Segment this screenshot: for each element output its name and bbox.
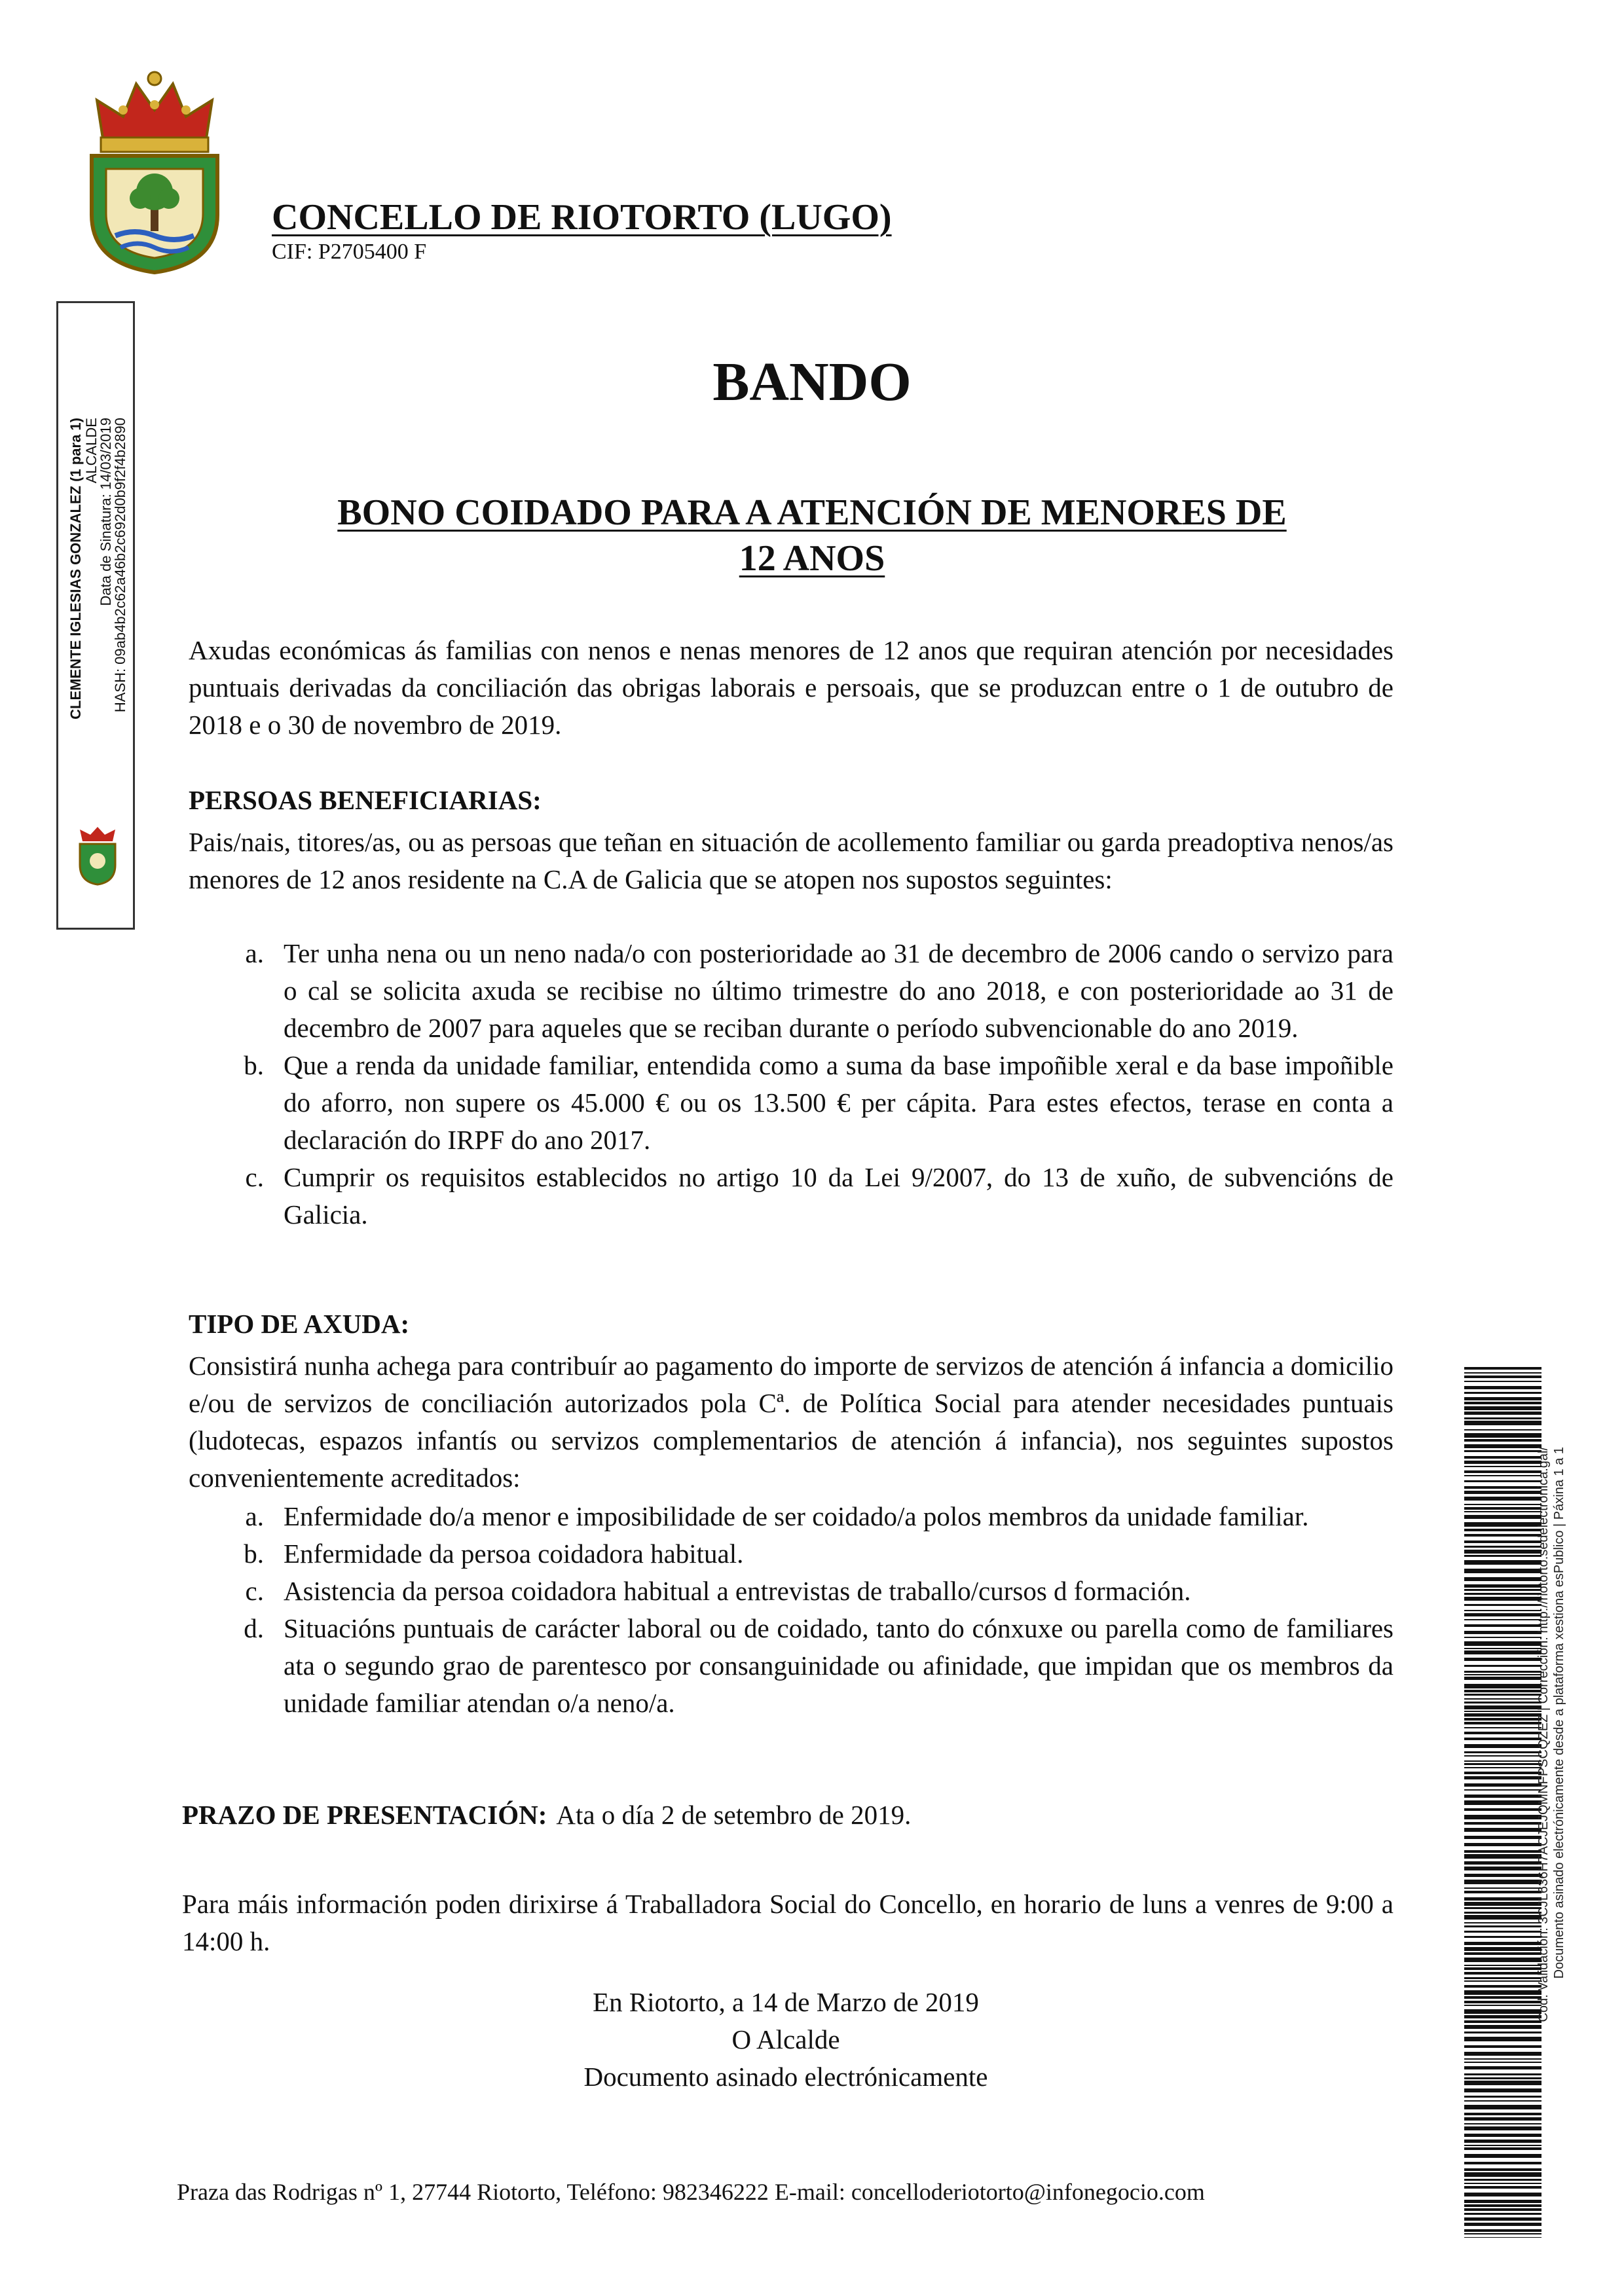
barcode-bar xyxy=(1464,1977,1541,1979)
barcode-bar xyxy=(1464,1795,1541,1798)
deadline-label: PRAZO DE PRESENTACIÓN: xyxy=(182,1800,547,1830)
barcode-bar xyxy=(1464,1550,1541,1554)
barcode-bar xyxy=(1464,2193,1541,2196)
barcode-bar xyxy=(1464,2172,1541,2177)
deadline-value: Ata o día 2 de setembro de 2019. xyxy=(556,1800,912,1830)
subtitle-line-1: BONO COIDADO PARA A ATENCIÓN DE MENORES DE xyxy=(337,492,1287,533)
barcode-bar xyxy=(1464,2154,1541,2158)
barcode-bar xyxy=(1464,1972,1541,1975)
barcode-bar xyxy=(1464,1836,1541,1839)
list-item-text: Cumprir os requisitos establecidos no artigo 10 da Lei 9/2007, do 13 de xuño, de subvencións de Galicia. xyxy=(284,1162,1393,1230)
aid-type-heading: TIPO DE AXUDA: xyxy=(189,1309,410,1339)
barcode-bar xyxy=(1464,2005,1541,2006)
barcode-bar xyxy=(1464,1376,1541,1378)
barcode-bar xyxy=(1464,1907,1541,1909)
barcode-bar xyxy=(1464,1828,1541,1832)
list-item-text: Enfermidade da persoa coidadora habitual. xyxy=(284,1539,744,1569)
list-marker: d. xyxy=(244,1613,264,1643)
more-info-paragraph: Para máis información poden dirixirse á Traballadora Social do Concello, en horario de luns a venres de 9:00 a 14:00 h. xyxy=(182,1889,1393,1956)
barcode-bar xyxy=(1464,1593,1541,1595)
barcode-bar xyxy=(1464,1534,1541,1537)
barcode-bar xyxy=(1464,1677,1541,1680)
barcode-bar xyxy=(1464,1381,1541,1382)
sign-off-note: Documento asinado electrónicamente xyxy=(583,2062,988,2092)
barcode-bar xyxy=(1464,1674,1541,1675)
barcode-bar xyxy=(1464,2105,1541,2109)
barcode-bar xyxy=(1464,1671,1541,1673)
barcode-bar xyxy=(1464,1718,1541,1721)
organization-name: CONCELLO DE RIOTORTO (LUGO) xyxy=(272,197,892,238)
barcode-bar xyxy=(1464,1732,1541,1734)
barcode-bar xyxy=(1464,1560,1541,1565)
barcode-bar xyxy=(1464,2200,1541,2203)
barcode-bar xyxy=(1464,1772,1541,1774)
barcode-bar xyxy=(1464,2077,1541,2079)
barcode-bar xyxy=(1464,2096,1541,2098)
barcode-bar xyxy=(1464,1491,1541,1494)
barcode-bar xyxy=(1464,1444,1541,1448)
barcode-bar xyxy=(1464,2208,1541,2211)
barcode-bar xyxy=(1464,1867,1541,1870)
organization-cif: CIF: P2705400 F xyxy=(272,240,427,264)
barcode-bar xyxy=(1464,1648,1541,1649)
barcode-bar xyxy=(1464,2147,1541,2150)
sign-off-place-date: En Riotorto, a 14 de Marzo de 2019 xyxy=(593,1987,979,2017)
sign-off-role: O Alcalde xyxy=(731,2024,840,2054)
barcode-bar xyxy=(1464,1631,1541,1634)
barcode-bar xyxy=(1464,1755,1541,1757)
barcode-bar xyxy=(1464,1744,1541,1748)
barcode-bar xyxy=(1464,1624,1541,1627)
aid-type-list xyxy=(189,1498,1393,1722)
barcode-bar xyxy=(1464,2058,1541,2060)
barcode-bar xyxy=(1464,1783,1541,1787)
list-item-text: Situacións puntuais de carácter laboral ou de coidado, tanto do cónxuxe ou parella como de familiares ata o segundo grao de parentesco por consanguinidade ou afinidade, que impidan que os membros da unidade familiar atendan o/a neno/a. xyxy=(284,1613,1393,1718)
document-subtitle xyxy=(196,490,1428,581)
barcode-bar xyxy=(1464,1854,1541,1859)
list-marker: a. xyxy=(245,938,264,968)
barcode-bar xyxy=(1464,2037,1541,2041)
barcode-bar xyxy=(1464,1470,1541,1473)
barcode-bar xyxy=(1464,1694,1541,1696)
barcode-bar xyxy=(1464,2088,1541,2092)
barcode-bar xyxy=(1464,1392,1541,1394)
barcode-bar xyxy=(1464,2062,1541,2063)
barcode-bar xyxy=(1464,1958,1541,1962)
barcode-bar xyxy=(1464,1822,1541,1825)
barcode-bar xyxy=(1464,1569,1541,1573)
barcode-bar xyxy=(1464,1808,1541,1811)
barcode-bar xyxy=(1464,2213,1541,2215)
barcode-bar xyxy=(1464,1433,1541,1438)
barcode-bar xyxy=(1464,1641,1541,1646)
barcode-bar xyxy=(1464,2113,1541,2115)
validation-platform: Documento asinado electrónicamente desde a plataforma xestiona esPublico | Páxina 1 a 1 xyxy=(1552,1447,1566,1979)
barcode-bar xyxy=(1464,2183,1541,2184)
barcode-bar xyxy=(1464,1610,1541,1611)
beneficiaries-paragraph: Pais/nais, titores/as, ou as persoas que teñan en situación de acollemento familiar ou garda preadoptiva nenos/as menores de 12 anos residente na C.A de Galicia que se atopen nos supostos seguintes: xyxy=(189,827,1393,894)
list-item xyxy=(189,1573,1393,1610)
barcode-bar xyxy=(1464,1763,1541,1765)
barcode-bar xyxy=(1464,1952,1541,1955)
barcode-bar xyxy=(1464,1367,1541,1370)
barcode-bar xyxy=(1464,1942,1541,1945)
barcode-bar xyxy=(1464,1925,1541,1927)
barcode-bar xyxy=(1464,1456,1541,1459)
barcode-bar xyxy=(1464,1915,1541,1920)
barcode-bar xyxy=(1464,1417,1541,1419)
barcode-bar xyxy=(1464,1738,1541,1740)
barcode-bar xyxy=(1464,1800,1541,1805)
barcode-bar xyxy=(1464,2162,1541,2164)
barcode-bar xyxy=(1464,1421,1541,1425)
barcode-bar xyxy=(1464,1504,1541,1505)
barcode-bar xyxy=(1464,1713,1541,1717)
stamp-signer: CLEMENTE IGLESIAS GONZALEZ (1 para 1) xyxy=(67,418,84,720)
barcode-bar xyxy=(1464,2117,1541,2121)
barcode-bar xyxy=(1464,1931,1541,1933)
list-item-text: Que a renda da unidade familiar, entendida como a suma da base impoñible xeral e da base impoñible do aforro, non supere os 45.000 € ou os 13.500 € per cápita. Para estes efectos, terase en conta a declaración do IRPF do ano 2017. xyxy=(284,1050,1393,1155)
barcode-bar xyxy=(1464,2204,1541,2207)
barcode-bar xyxy=(1464,1584,1541,1588)
barcode-bar xyxy=(1464,2140,1541,2143)
barcode-bar xyxy=(1464,1897,1541,1901)
barcode-bar xyxy=(1464,1727,1541,1728)
barcode-bar xyxy=(1464,1475,1541,1476)
barcode-bar xyxy=(1464,1843,1541,1846)
barcode-bar xyxy=(1464,1555,1541,1557)
stamp-date: Data de Sinatura: 14/03/2019 xyxy=(98,418,114,606)
barcode-bar xyxy=(1464,1619,1541,1620)
barcode-bar xyxy=(1464,2168,1541,2171)
barcode-bar xyxy=(1464,1936,1541,1938)
barcode-bar xyxy=(1464,1985,1541,1988)
barcode-bar xyxy=(1464,1658,1541,1661)
barcode-bar xyxy=(1464,1967,1541,1970)
stamp-role: ALCALDE xyxy=(83,418,100,484)
list-item xyxy=(189,1610,1393,1722)
barcode-bar xyxy=(1464,1372,1541,1374)
barcode-bar xyxy=(1464,2025,1541,2029)
list-item xyxy=(189,1047,1393,1159)
barcode-bar xyxy=(1464,2052,1541,2056)
barcode-bar xyxy=(1464,1698,1541,1700)
document-title: BANDO xyxy=(712,352,912,412)
barcode-bar xyxy=(1464,1439,1541,1442)
barcode-bar xyxy=(1464,1874,1541,1877)
barcode-bar xyxy=(1464,1589,1541,1591)
barcode-bar xyxy=(1464,1887,1541,1889)
list-item-text: Ter unha nena ou un neno nada/o con posterioridade ao 31 de decembro de 2006 cando o servizo para o cal se solicita axuda se recibise no último trimestre do ano 2018, e con posterioridade ao 31 de decembro de 2007 para aqueles que se reciban durante o período subvencionable do ano 2019. xyxy=(284,938,1393,1043)
barcode-bar xyxy=(1464,1880,1541,1884)
barcode-bar xyxy=(1464,2001,1541,2003)
barcode-bar xyxy=(1464,2233,1541,2234)
barcode-bar xyxy=(1464,1397,1541,1400)
barcode-bar xyxy=(1464,1522,1541,1527)
barcode-bar xyxy=(1464,2217,1541,2221)
barcode-bar xyxy=(1464,2020,1541,2023)
barcode-bar xyxy=(1464,2015,1541,2018)
barcode-bar xyxy=(1464,1546,1541,1548)
barcode-bar xyxy=(1464,1429,1541,1430)
subtitle-line-2: 12 ANOS xyxy=(739,538,885,579)
barcode-bar xyxy=(1464,2186,1541,2189)
barcode-bar xyxy=(1464,2126,1541,2130)
barcode-bar xyxy=(1464,1711,1541,1712)
barcode-bar xyxy=(1464,2009,1541,2014)
barcode-bar xyxy=(1464,2081,1541,2085)
barcode-bar xyxy=(1464,1912,1541,1914)
barcode-bar xyxy=(1464,1480,1541,1482)
barcode-bar xyxy=(1464,2223,1541,2226)
barcode-bar xyxy=(1464,1637,1541,1638)
list-item-text: Asistencia da persoa coidadora habitual a entrevistas de traballo/cursos d formación. xyxy=(284,1576,1191,1606)
barcode-bar xyxy=(1464,1497,1541,1501)
barcode-bar xyxy=(1464,1965,1541,1966)
barcode-bar xyxy=(1464,1767,1541,1768)
barcode-bar xyxy=(1464,1486,1541,1489)
list-item xyxy=(189,1159,1393,1233)
barcode-bar xyxy=(1464,1412,1541,1415)
barcode-bar xyxy=(1464,1684,1541,1688)
barcode-bar xyxy=(1464,1511,1541,1512)
barcode-bar xyxy=(1464,1751,1541,1753)
barcode-bar xyxy=(1464,2229,1541,2232)
barcode-bar xyxy=(1464,1690,1541,1692)
barcode-bar xyxy=(1464,1922,1541,1923)
barcode-bar xyxy=(1464,1902,1541,1906)
barcode-bar xyxy=(1464,1450,1541,1452)
barcode-bar xyxy=(1464,1650,1541,1654)
barcode-bar xyxy=(1464,1406,1541,1410)
barcode-bar xyxy=(1464,2134,1541,2137)
coat-of-arms-icon xyxy=(77,64,232,275)
barcode-bar xyxy=(1464,2045,1541,2048)
stamp-seal-icon xyxy=(75,827,120,886)
barcode-bar xyxy=(1464,2237,1541,2238)
barcode-bar xyxy=(1464,2066,1541,2069)
barcode-bar xyxy=(1464,2179,1541,2181)
intro-paragraph: Axudas económicas ás familias con nenos e nenas menores de 12 anos que requiran atención por necesidades puntuais derivadas da conciliación das obrigas laborais e persoais, que se produzcan entre o 1 de outubro de 2018 e o 30 de novembro de 2019. xyxy=(189,635,1393,740)
list-marker: a. xyxy=(245,1501,264,1531)
aid-type-paragraph: Consistirá nunha achega para contribuír ao pagamento do importe de servizos de atención á infancia a domicilio e/ou de servizos de conciliación autorizados pola Cª. de Política Social para atender necesidades puntuais (ludotecas, espazos infantís ou servizos complementarios de atención á infancia), nos seguintes supostos convenientemente acreditados: xyxy=(189,1351,1393,1493)
beneficiaries-list xyxy=(189,935,1393,1233)
barcode-bar xyxy=(1464,1597,1541,1601)
barcode-bar xyxy=(1464,1515,1541,1519)
list-item xyxy=(189,1498,1393,1535)
barcode-bar xyxy=(1464,1540,1541,1543)
list-item xyxy=(189,935,1393,1047)
barcode-bar xyxy=(1464,2100,1541,2102)
validation-code: Cod. Validación: 3CJL636H7ACJEJQMNFPSCQZEZ | Corrección: http://riotorto.sedelectronica.gal/ xyxy=(1536,1447,1551,2022)
barcode-bar xyxy=(1464,2123,1541,2124)
barcode-bar xyxy=(1464,1702,1541,1704)
barcode-bar xyxy=(1464,1815,1541,1819)
barcode-bar xyxy=(1464,1705,1541,1709)
barcode-bar xyxy=(1464,2145,1541,2146)
barcode-bar xyxy=(1464,1760,1541,1762)
barcode-bar xyxy=(1464,1996,1541,1999)
list-item-text: Enfermidade do/a menor e imposibilidade de ser coidado/a polos membros da unidade familiar. xyxy=(284,1501,1309,1531)
barcode-bar xyxy=(1464,1604,1541,1606)
barcode-bar xyxy=(1464,1665,1541,1667)
barcode-bar xyxy=(1464,1386,1541,1389)
barcode-bar xyxy=(1464,1461,1541,1464)
barcode-bar xyxy=(1464,1980,1541,1982)
barcode-bar xyxy=(1464,1789,1541,1791)
list-item xyxy=(189,1535,1393,1573)
barcode-bar xyxy=(1464,1722,1541,1724)
barcode-bar xyxy=(1464,2073,1541,2075)
barcode-bar xyxy=(1464,1776,1541,1779)
barcode-bar xyxy=(1464,1861,1541,1865)
sign-off xyxy=(0,1984,1572,2096)
list-marker: b. xyxy=(244,1050,264,1080)
barcode-bar xyxy=(1464,1613,1541,1616)
barcode-bar xyxy=(1464,1947,1541,1951)
stamp-hash: HASH: 09ab4b2c62a46b2c692d0b9f2f4b2890 xyxy=(112,418,128,713)
list-marker: c. xyxy=(245,1576,264,1606)
barcode-bar xyxy=(1464,1990,1541,1995)
barcode-icon xyxy=(1464,1367,1541,2238)
barcode-bar xyxy=(1464,1402,1541,1404)
barcode-bar xyxy=(1464,1577,1541,1581)
barcode-bar xyxy=(1464,1507,1541,1510)
barcode-bar xyxy=(1464,1891,1541,1893)
list-marker: b. xyxy=(244,1539,264,1569)
barcode-bar xyxy=(1464,1850,1541,1853)
footer-address: Praza das Rodrigas nº 1, 27744 Riotorto, Teléfono: 982346222 E-mail: concelloderiotorto@infonegocio.com xyxy=(177,2179,1205,2205)
barcode-bar xyxy=(1464,1529,1541,1531)
barcode-bar xyxy=(1464,1466,1541,1467)
list-marker: c. xyxy=(245,1162,264,1192)
deadline xyxy=(182,1799,911,1831)
beneficiaries-heading: PERSOAS BENEFICIARIAS: xyxy=(189,785,542,815)
barcode-bar xyxy=(1464,2032,1541,2033)
